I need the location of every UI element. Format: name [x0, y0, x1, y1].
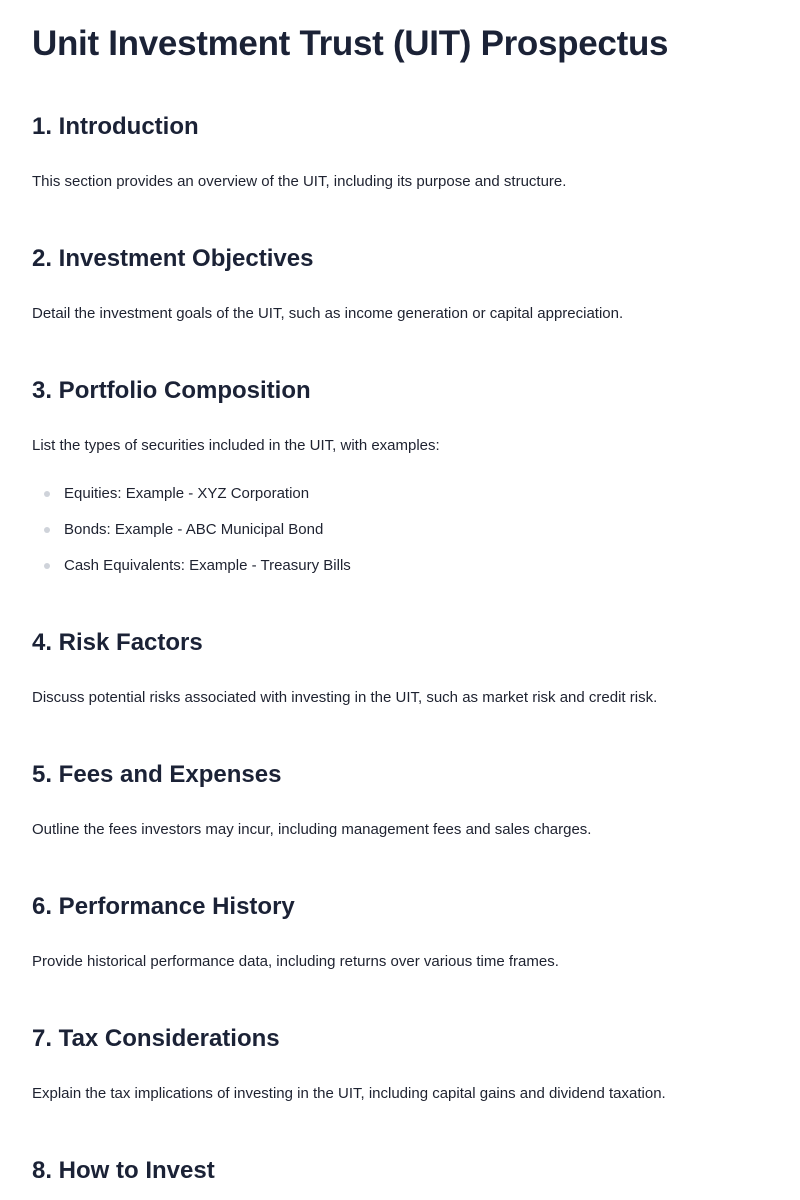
section-text-portfolio-composition: List the types of securities included in the UIT, with examples: — [32, 437, 440, 454]
section-text-performance-history: Provide historical performance data, including returns over various time frames. — [32, 953, 559, 970]
document-title: Unit Investment Trust (UIT) Prospectus — [32, 24, 669, 63]
section-text-tax-considerations: Explain the tax implications of investing in the UIT, including capital gains and dividend taxation. — [32, 1085, 666, 1102]
section-heading-tax-considerations: 7. Tax Considerations — [32, 1025, 280, 1052]
list-item: Equities: Example - XYZ Corporation — [64, 485, 310, 502]
section-heading-portfolio-composition: 3. Portfolio Composition — [32, 377, 311, 404]
list-item: Bonds: Example - ABC Municipal Bond — [64, 521, 324, 538]
bullet-icon — [44, 491, 50, 497]
list-item: Cash Equivalents: Example - Treasury Bills — [64, 557, 351, 574]
section-heading-how-to-invest: 8. How to Invest — [32, 1157, 215, 1184]
section-heading-fees-and-expenses: 5. Fees and Expenses — [32, 761, 282, 788]
section-heading-investment-objectives: 2. Investment Objectives — [32, 245, 314, 272]
bullet-icon — [44, 563, 50, 569]
section-heading-performance-history: 6. Performance History — [32, 893, 295, 920]
section-text-fees-and-expenses: Outline the fees investors may incur, including management fees and sales charges. — [32, 821, 592, 838]
section-text-investment-objectives: Detail the investment goals of the UIT, such as income generation or capital appreciation. — [32, 305, 624, 322]
bullet-icon — [44, 527, 50, 533]
section-heading-introduction: 1. Introduction — [32, 113, 199, 140]
section-text-introduction: This section provides an overview of the UIT, including its purpose and structure. — [32, 173, 567, 190]
section-text-risk-factors: Discuss potential risks associated with investing in the UIT, such as market risk and credit risk. — [32, 689, 658, 706]
section-heading-risk-factors: 4. Risk Factors — [32, 629, 203, 656]
